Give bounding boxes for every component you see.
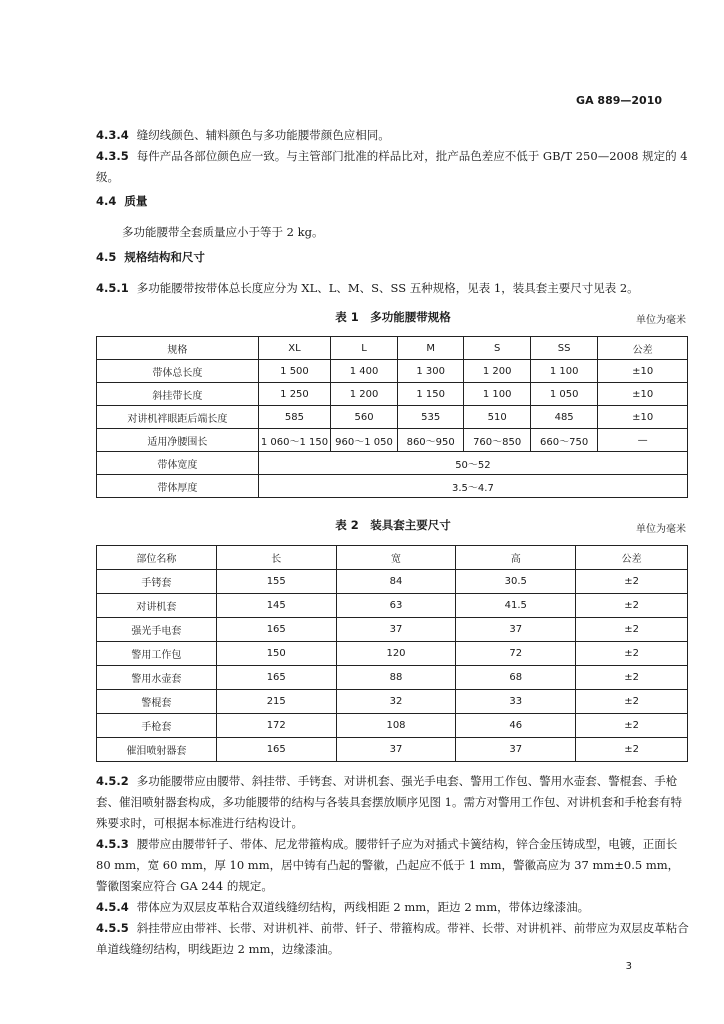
header-cell: SS [530,337,597,360]
table-cell: 560 [331,406,398,429]
table-cell: 660～750 [530,429,597,452]
header-cell: 规格 [97,337,259,360]
table-cell: 165 [216,738,336,762]
table-cell: 1 100 [464,383,530,406]
table-cell: ±2 [576,738,688,762]
table-cell: 145 [216,594,336,618]
table-cell: 强光手电套 [97,618,217,642]
clause-number: 4.5.1 [96,281,129,295]
table-cell: 1 400 [331,360,398,383]
table-cell: 警用水壶套 [97,666,217,690]
table-cell: 带体宽度 [97,452,259,475]
table-cell: 1 200 [464,360,530,383]
table-cell: — [598,429,688,452]
header-cell: 高 [456,546,576,570]
table1 [96,336,688,498]
table-cell: 150 [216,642,336,666]
header-cell: L [331,337,398,360]
table-row [97,642,688,666]
table-cell: 84 [336,570,456,594]
clause-text: 斜挂带应由带袢、长带、对讲机袢、前带、钎子、带箍构成。带袢、长带、对讲机袢、前带应为双层皮革粘合单道线缝纫结构，明线距边 2 mm，边缘漆油。 [96,921,689,956]
clause-number: 4.5.4 [96,900,129,914]
table-row [97,452,688,475]
clause-4-3-4 [96,125,690,146]
table-cell: 对讲机袢眼距后端长度 [97,406,259,429]
table-cell: 手枪套 [97,714,217,738]
table-cell: 510 [464,406,530,429]
table-cell: 1 050 [530,383,597,406]
clause-number: 4.4 [96,194,117,208]
clause-4-5-5 [96,918,690,960]
table1-unit: 单位为毫米 [636,315,686,326]
table-cell: 催泪喷射器套 [97,738,217,762]
table-cell: 1 500 [258,360,330,383]
table-cell: 120 [336,642,456,666]
header-cell: 长 [216,546,336,570]
table-row [97,429,688,452]
table-cell: ±2 [576,642,688,666]
table-cell: 88 [336,666,456,690]
table-cell: 37 [456,618,576,642]
table-header-row [97,337,688,360]
clause-4-5-heading [96,247,690,268]
clause-text: 多功能腰带应由腰带、斜挂带、手铐套、对讲机套、强光手电套、警用工作包、警用水壶套、警棍套、手枪套、催泪喷射器套构成，多功能腰带的结构与各装具套摆放顺序见图 1。需方对警用工作包、对讲机套和手枪套有特殊要求时，可根据本标准进行结构设计。 [96,774,682,830]
table-cell: ±10 [598,383,688,406]
table-cell: 108 [336,714,456,738]
table-cell: 1 250 [258,383,330,406]
table2 [96,545,688,762]
table-row [97,360,688,383]
page-number: 3 [625,961,632,972]
header-cell: M [397,337,463,360]
table-cell: ±2 [576,570,688,594]
clause-title: 规格结构和尺寸 [124,250,205,264]
clause-number: 4.5.5 [96,921,129,935]
clause-4-3-5 [96,146,690,188]
table2-unit: 单位为毫米 [636,524,686,535]
table-cell: 1 200 [331,383,398,406]
table-cell: ±2 [576,666,688,690]
table-row [97,714,688,738]
table-row [97,570,688,594]
table-cell: 带体总长度 [97,360,259,383]
table-cell: 485 [530,406,597,429]
table-cell: 3.5～4.7 [258,475,687,498]
table-row [97,738,688,762]
clause-number: 4.5.3 [96,837,129,851]
table-cell: 155 [216,570,336,594]
table-cell: 165 [216,666,336,690]
table-cell: 585 [258,406,330,429]
table-cell: 172 [216,714,336,738]
clause-number: 4.5 [96,250,117,264]
table-cell: 960～1 050 [331,429,398,452]
table-cell: 860～950 [397,429,463,452]
table-cell: 37 [336,738,456,762]
table-row [97,406,688,429]
table-cell: 32 [336,690,456,714]
table-cell: ±2 [576,618,688,642]
clause-text: 多功能腰带按带体总长度应分为 XL、L、M、S、SS 五种规格，见表 1，装具套主要尺寸见表 2。 [136,281,639,295]
table-cell: 1 060～1 150 [258,429,330,452]
table-cell: 37 [456,738,576,762]
clause-text: 缝纫线颜色、辅料颜色与多功能腰带颜色应相同。 [136,128,390,142]
table-cell: 215 [216,690,336,714]
clause-4-4-heading [96,191,690,212]
table-cell: 46 [456,714,576,738]
table-cell: 760～850 [464,429,530,452]
table-cell: 72 [456,642,576,666]
clause-text: 带体应为双层皮革粘合双道线缝纫结构，两线相距 2 mm，距边 2 mm，带体边缘漆油。 [136,900,590,914]
table-cell: 165 [216,618,336,642]
clause-4-5-1 [96,278,690,299]
header-cell: XL [258,337,330,360]
table-cell: 50～52 [258,452,687,475]
header-cell: S [464,337,530,360]
header-cell: 部位名称 [97,546,217,570]
table-cell: ±2 [576,714,688,738]
clause-text: 腰带应由腰带钎子、带体、尼龙带箍构成。腰带钎子应为对插式卡簧结构，锌合金压铸成型，电镀，正面长 80 mm，宽 60 mm，厚 10 mm，居中铸有凸起的警徽，凸起应不低于 1 mm，警徽高应为 37 mm±0.5 mm，警徽图案应符合 GA 244 的规定。 [96,837,680,893]
table-cell: ±2 [576,594,688,618]
table-row [97,475,688,498]
clause-text: 每件产品各部位颜色应一致。与主管部门批准的样品比对，批产品色差应不低于 GB/T 250—2008 规定的 4 级。 [96,149,688,184]
table-cell: 警棍套 [97,690,217,714]
table-cell: ±10 [598,360,688,383]
table-row [97,618,688,642]
clause-number: 4.3.5 [96,149,129,163]
table-row [97,666,688,690]
clause-title: 质量 [124,194,148,208]
table-cell: 适用净腰围长 [97,429,259,452]
table-cell: 带体厚度 [97,475,259,498]
table-cell: ±2 [576,690,688,714]
clause-4-5-2 [96,771,690,834]
header-cell: 公差 [576,546,688,570]
table-cell: 1 150 [397,383,463,406]
table-cell: 1 100 [530,360,597,383]
table1-title: 表 1 多功能腰带规格 [335,310,451,324]
table-cell: 37 [336,618,456,642]
table-cell: 33 [456,690,576,714]
table-cell: 1 300 [397,360,463,383]
table-row [97,383,688,406]
table-cell: 41.5 [456,594,576,618]
clause-4-5-4 [96,897,690,918]
standard-code: GA 889—2010 [576,94,662,107]
clause-number: 4.5.2 [96,774,129,788]
header-cell: 公差 [598,337,688,360]
header-cell: 宽 [336,546,456,570]
table-cell: 535 [397,406,463,429]
table-cell: 对讲机套 [97,594,217,618]
clause-number: 4.3.4 [96,128,129,142]
table-cell: 警用工作包 [97,642,217,666]
table-cell: 手铐套 [97,570,217,594]
table-header-row [97,546,688,570]
table-cell: 斜挂带长度 [97,383,259,406]
table-cell: 68 [456,666,576,690]
clause-4-4-text: 多功能腰带全套质量应小于等于 2 kg。 [122,225,324,239]
table-row [97,690,688,714]
table2-title: 表 2 装具套主要尺寸 [335,518,451,532]
table-row [97,594,688,618]
table-cell: 30.5 [456,570,576,594]
table-cell: 63 [336,594,456,618]
clause-4-5-3 [96,834,690,897]
table-cell: ±10 [598,406,688,429]
